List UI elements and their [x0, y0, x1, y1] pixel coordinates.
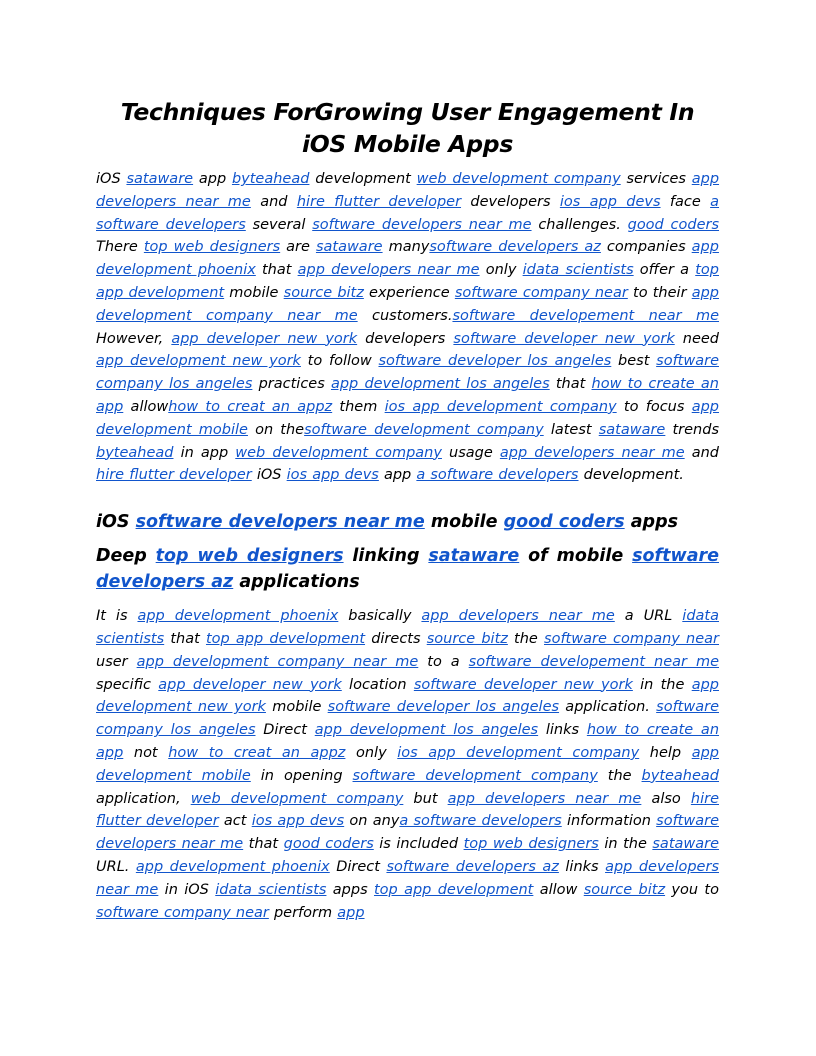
inline-link[interactable]: software developer los angeles — [378, 353, 612, 370]
text-run: also — [641, 790, 691, 807]
text-run: in opening — [250, 767, 353, 784]
text-run: latest — [543, 421, 599, 438]
inline-link[interactable]: software company near — [454, 284, 628, 301]
text-run: directs — [365, 630, 427, 647]
text-run: challenges. — [531, 216, 628, 233]
text-run: basically — [338, 608, 422, 625]
text-run: that — [255, 262, 298, 279]
text-run: application, — [96, 790, 191, 807]
inline-link[interactable]: software developers near me — [135, 512, 425, 533]
text-run: several — [245, 216, 313, 233]
text-run: many — [382, 239, 430, 256]
inline-link[interactable]: a software developers — [399, 813, 562, 830]
text-run: that — [164, 630, 206, 647]
text-run: need — [674, 330, 720, 347]
text-run: companies — [600, 239, 692, 256]
inline-link[interactable]: hire flutter developer — [96, 790, 719, 830]
inline-link[interactable]: ios app development company — [397, 744, 640, 761]
inline-link[interactable]: ios app devs — [559, 193, 661, 210]
inline-link[interactable]: hire flutter developer — [296, 193, 462, 210]
text-run: offer a — [633, 262, 696, 279]
text-run: a URL — [614, 608, 683, 625]
inline-link[interactable]: app developers near me — [447, 790, 642, 807]
text-run: customers. — [357, 307, 453, 324]
text-run: are — [280, 239, 316, 256]
text-run: development. — [578, 467, 684, 484]
text-run: on the — [247, 421, 305, 438]
inline-link[interactable]: top web designers — [155, 546, 344, 567]
inline-link[interactable]: top web designers — [143, 239, 281, 256]
text-run: of mobile — [519, 546, 633, 567]
inline-link[interactable]: a software developers — [416, 467, 579, 484]
text-run: mobile — [265, 699, 328, 716]
text-run: information — [561, 813, 657, 830]
text-run: to follow — [300, 353, 379, 370]
text-run: help — [639, 744, 692, 761]
section-heading-ios-apps — [96, 509, 719, 535]
inline-link[interactable]: ios app devs — [286, 467, 379, 484]
text-run: links — [558, 858, 606, 875]
inline-link[interactable]: software development company — [304, 421, 544, 438]
inline-link[interactable]: software developer new york — [453, 330, 675, 347]
text-run: iOS — [96, 171, 127, 187]
inline-link[interactable]: app development los angeles — [314, 722, 539, 739]
text-run: app — [378, 467, 417, 484]
section-heading-deep-linking — [96, 543, 719, 595]
inline-link[interactable]: source bitz — [283, 284, 364, 301]
text-run: There — [96, 239, 144, 256]
inline-link[interactable]: app developer new york — [158, 676, 342, 693]
inline-link[interactable]: app developers near me — [96, 858, 719, 898]
text-run: links — [538, 722, 587, 739]
text-run: usage — [441, 444, 500, 461]
inline-link[interactable]: software developer los angeles — [327, 699, 560, 716]
text-run: app — [193, 171, 232, 187]
inline-link[interactable]: web development company — [235, 444, 442, 461]
text-run: and — [684, 444, 720, 461]
text-run: in the — [598, 836, 653, 853]
text-run: URL. — [96, 858, 136, 875]
inline-link[interactable]: software developement near me — [468, 653, 719, 670]
text-run: practices — [252, 376, 331, 393]
inline-link[interactable]: hire flutter developer — [96, 467, 252, 484]
inline-link[interactable]: app developers near me — [499, 444, 685, 461]
inline-link[interactable]: software development company — [352, 767, 598, 784]
inline-link[interactable]: source bitz — [583, 881, 666, 898]
inline-link[interactable]: software company near — [96, 904, 269, 921]
inline-link[interactable]: software developers az — [96, 546, 720, 593]
inline-link[interactable]: byteahead — [96, 444, 174, 461]
inline-link[interactable]: sataware — [315, 239, 383, 256]
inline-link[interactable]: top app development — [205, 630, 366, 647]
inline-link[interactable]: app development company near me — [136, 653, 419, 670]
inline-link[interactable]: top app development — [96, 262, 719, 301]
inline-link[interactable]: how to create an app — [96, 722, 720, 761]
text-run: Direct — [255, 722, 315, 739]
text-run: to focus — [616, 398, 692, 415]
text-run: development — [309, 171, 417, 187]
text-run: you to — [665, 881, 719, 898]
text-run: Direct — [329, 858, 387, 875]
inline-link[interactable]: software developers az — [386, 858, 559, 875]
deep-linking-paragraph — [96, 605, 719, 924]
inline-link[interactable]: software developers near me — [96, 813, 719, 853]
inline-link[interactable]: software company los angeles — [96, 353, 719, 393]
text-run: perform — [268, 904, 338, 921]
inline-link[interactable]: byteahead — [641, 767, 720, 784]
text-run: iOS — [251, 467, 287, 484]
inline-link[interactable]: app development phoenix — [96, 239, 719, 279]
inline-link[interactable]: ios app devs — [251, 813, 345, 830]
inline-link[interactable]: app development phoenix — [137, 608, 339, 625]
inline-link[interactable]: app development los angeles — [330, 376, 550, 393]
text-run: only — [479, 262, 523, 279]
inline-link[interactable]: idata scientists — [215, 881, 327, 898]
text-run: application. — [559, 699, 657, 716]
text-run: developers — [357, 330, 454, 347]
text-run: on any — [344, 813, 400, 830]
inline-link[interactable]: source bitz — [426, 630, 508, 647]
inline-link[interactable]: ios app development company — [384, 398, 617, 415]
text-run: allow — [533, 881, 584, 898]
text-run: experience — [363, 284, 455, 301]
inline-link[interactable]: app — [337, 904, 365, 921]
intro-paragraph — [96, 168, 719, 487]
text-run: in iOS — [158, 881, 216, 898]
inline-link[interactable]: good coders — [283, 836, 374, 853]
text-run: location — [341, 676, 414, 693]
text-run: but — [403, 790, 448, 807]
text-run: in the — [632, 676, 692, 693]
inline-link[interactable]: software developers az — [429, 239, 601, 256]
inline-link[interactable]: how to creat an appz — [168, 744, 346, 761]
inline-link[interactable]: sataware — [428, 546, 520, 567]
inline-link[interactable]: app development mobile — [96, 398, 719, 438]
inline-link[interactable]: app development company near me — [96, 284, 719, 324]
text-run: act — [218, 813, 252, 830]
document-page — [96, 96, 719, 924]
text-run: mobile — [424, 512, 504, 533]
text-run: in app — [173, 444, 236, 461]
text-run: the — [597, 767, 642, 784]
text-run: that — [243, 836, 284, 853]
inline-link[interactable]: app developer new york — [171, 330, 358, 347]
text-run: applications — [233, 572, 360, 593]
inline-link[interactable]: good coders — [627, 216, 720, 233]
text-run: specific — [96, 676, 159, 693]
text-run: mobile — [224, 284, 284, 301]
text-run: and — [250, 193, 297, 210]
text-run: face — [660, 193, 711, 210]
inline-link[interactable]: app developers near me — [297, 262, 480, 279]
inline-link[interactable]: software company los angeles — [96, 699, 719, 739]
inline-link[interactable]: sataware — [598, 421, 666, 438]
text-run: However, — [96, 330, 172, 347]
text-run: them — [332, 398, 385, 415]
text-run: only — [345, 744, 398, 761]
text-run: that — [549, 376, 592, 393]
text-run: Deep — [96, 546, 156, 567]
inline-link[interactable]: byteahead — [231, 171, 310, 187]
inline-link[interactable]: software company near — [544, 630, 719, 647]
text-run: developers — [461, 193, 560, 210]
inline-link[interactable]: app developers near me — [96, 171, 720, 210]
inline-link[interactable]: top app development — [373, 881, 534, 898]
text-run: services — [620, 171, 692, 187]
text-run: is included — [373, 836, 464, 853]
text-run: iOS — [96, 512, 136, 533]
inline-link[interactable]: idata scientists — [522, 262, 634, 279]
inline-link[interactable]: how to creat an appz — [168, 398, 333, 415]
text-run: user — [96, 653, 137, 670]
text-run: the — [507, 630, 545, 647]
inline-link[interactable]: app development new york — [96, 353, 301, 370]
text-run: to a — [418, 653, 469, 670]
inline-link[interactable]: idata scientists — [96, 608, 719, 647]
text-run: best — [611, 353, 657, 370]
inline-link[interactable]: app development new york — [96, 676, 719, 716]
inline-link[interactable]: app development phoenix — [135, 858, 330, 875]
text-run: not — [123, 744, 169, 761]
text-run: apps — [624, 512, 679, 533]
text-run: linking — [343, 546, 429, 567]
text-run: allow — [123, 398, 169, 415]
inline-link[interactable]: good coders — [503, 512, 625, 533]
inline-link[interactable]: web development company — [190, 790, 404, 807]
inline-link[interactable]: top web designers — [463, 836, 599, 853]
text-run: apps — [326, 881, 374, 898]
inline-link[interactable]: software developement near me — [452, 307, 720, 324]
inline-link[interactable]: sataware — [126, 171, 194, 187]
inline-link[interactable]: web development company — [416, 171, 621, 187]
text-run: trends — [665, 421, 720, 438]
text-run: It is — [96, 608, 138, 625]
inline-link[interactable]: software developer new york — [413, 676, 633, 693]
inline-link[interactable]: how to create an app — [96, 376, 719, 415]
inline-link[interactable]: app developers near me — [421, 608, 615, 625]
inline-link[interactable]: software developers near me — [312, 216, 532, 233]
document-title: Techniques ForGrowing User Engagement In iOS Mobile Apps — [120, 98, 695, 158]
inline-link[interactable]: app development mobile — [96, 744, 719, 784]
inline-link[interactable]: sataware — [652, 836, 720, 853]
inline-link[interactable]: a software developers — [96, 193, 720, 233]
text-run: to their — [627, 284, 692, 301]
